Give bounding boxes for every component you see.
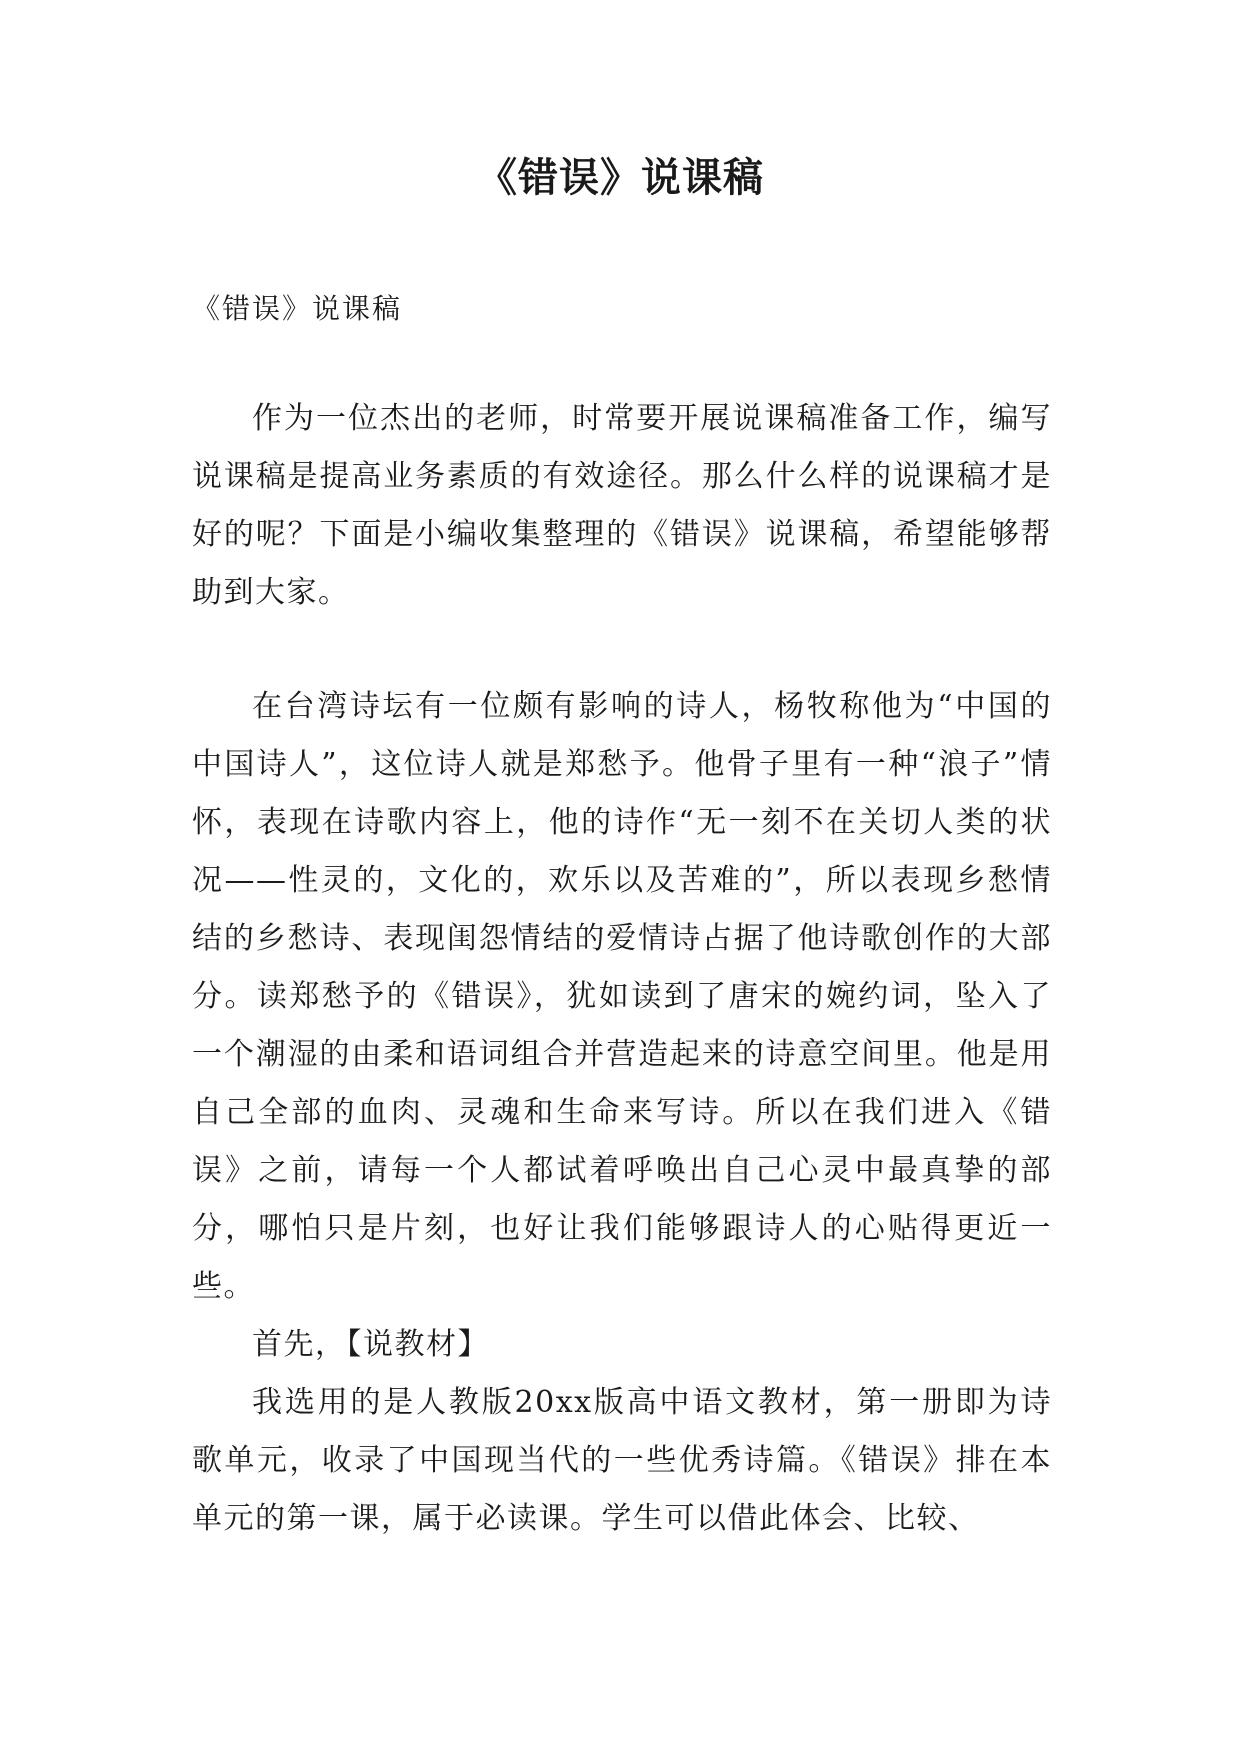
paragraph-textbook: 我选用的是人教版20xx版高中语文教材，第一册即为诗歌单元，收录了中国现当代的一些优秀诗篇。《错误》排在本单元的第一课，属于必读课。学生可以借此体会、比较、 [192, 1385, 1052, 1536]
document-subtitle: 《错误》说课稿 [192, 292, 403, 325]
paragraph-section-heading: 首先，【说教材】 [252, 1327, 489, 1362]
paragraph-intro: 作为一位杰出的老师，时常要开展说课稿准备工作，编写说课稿是提高业务素质的有效途径。那么什么样的说课稿才是好的呢？下面是小编收集整理的《错误》说课稿，希望能够帮助到大家。 [192, 401, 1052, 610]
document-body [192, 289, 1052, 1548]
paragraph-poet-background: 在台湾诗坛有一位颇有影响的诗人，杨牧称他为“中国的中国诗人”，这位诗人就是郑愁予。他骨子里有一种“浪子”情怀，表现在诗歌内容上，他的诗作“无一刻不在关切人类的状况——性灵的，文化的，欢乐以及苦难的”，所以表现乡愁情结的乡愁诗、表现闺怨情结的爱情诗占据了他诗歌创作的大部分。读郑愁予的《错误》，犹如读到了唐宋的婉约词，坠入了一个潮湿的由柔和语词组合并营造起来的诗意空间里。他是用自己全部的血肉、灵魂和生命来写诗。所以在我们进入《错误》之前，请每一个人都试着呼唤出自己心灵中最真挚的部分，哪怕只是片刻，也好让我们能够跟诗人的心贴得更近一些。 [192, 689, 1052, 1304]
document-title: 《错误》说课稿 [477, 155, 764, 201]
